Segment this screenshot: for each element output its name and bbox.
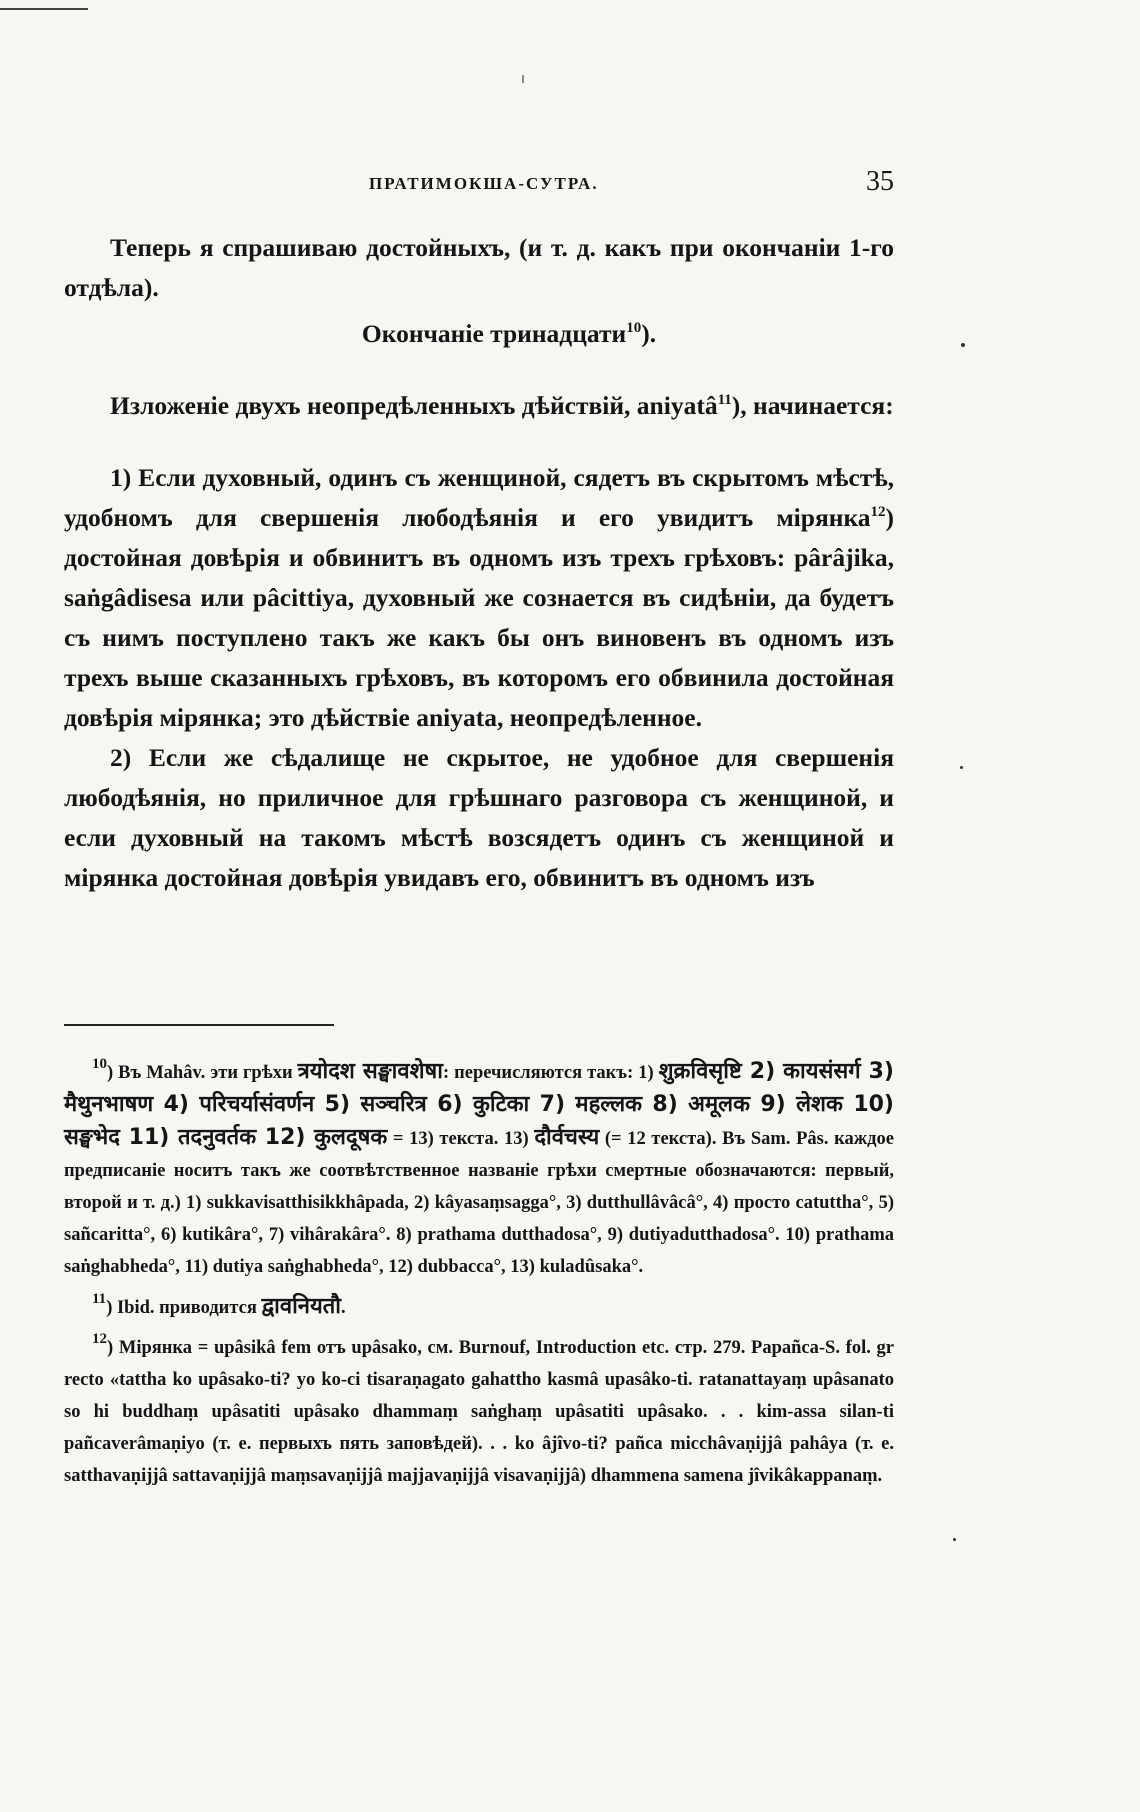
footnote-ref-12: 12 xyxy=(870,504,886,520)
footnote-10: $^{10}$) Въ Mahâv. эти грѣхи त्रयोदश सङ्घावशेषा: перечисляются такъ: 1) शुक्रविसृष्टि 2) कायसंसर्ग 3) मैथुनभाषण 4) परिचर्यासंवर्णन 5) सञ्चरित्र 6) कुटिका 7) महल्लक 8) अमूलक 9) लेशक 10) सङ्घभेद 11) तदनुवर्तक 12) कुलदूषक = 13) текста. 13) दौर्वचस्य (= 12 текста). Въ Sam. Pâs. каждое предписаніе носитъ такъ же соотвѣтственное названіе грѣхи смертные обозначаются: первый, второй и т. д.) 1) sukkavisatthisikkhâpada, 2) kâyasaṃsagga°, 3) dutthullâvâcâ°, 4) просто catuttha°, 5) sañcaritta°, 6) kutikâra°, 7) vihârakâra°. 8) prathama dutthadosa°, 9) dutiyadutthadosa°. 10) prathama saṅghabheda°, 11) dutiya saṅghabheda°, 12) dubbacca°, 13) kuladûsaka°. xyxy=(64,1056,895,1277)
scan-speck xyxy=(961,343,965,347)
footnote-mark-12: 12 xyxy=(92,1331,107,1347)
footnote-11: $^{11}$) Ibid. приводится द्वावनियतौ. xyxy=(92,1291,346,1319)
footnote-12: $^{12}$) Мірянка = upâsikâ fem отъ upâsako, см. Burnouf, Introduction etc. стр. 279. Papañca-S. fol. gr recto «tattha ko upâsako-ti? yo ko-ci tisaraṇagato gahattho kasmâ upasâko-ti. ratanattayaṃ upâsanato so hi buddhaṃ upâsatiti upâsako dhammaṃ saṅghaṃ upâsatiti upâsako. . . kim-assa silan-ti pañcaverâmaṇiyo (т. е. первыхъ пять заповѣдей). . . ko âjîvo-ti? pañca micchâvaṇijjâ pahâya (т. е. satthavaṇijjâ sattavaṇijjâ maṃsavaṇijjâ majjavaṇijjâ visavaṇijjâ) dhammena samena jîvikâkappanaṃ. xyxy=(64,1331,894,1486)
aniyata-intro-tail: ), начинается: xyxy=(731,391,894,420)
paragraph-aniyata-intro xyxy=(64,386,894,426)
running-head xyxy=(64,168,894,204)
paragraph-question: Теперь я спрашиваю достойныхъ, (и т. д. какъ при окончаніи 1-го отдѣла). xyxy=(64,233,894,302)
footnote-ref-10: 10 xyxy=(626,320,642,336)
paragraph-rule-1 xyxy=(64,458,894,738)
footnote-separator xyxy=(64,1024,334,1026)
paragraph-rule-2: 2) Если же сѣдалище не скрытое, не удобное для свершенія любодѣянія, но приличное для грѣшнаго разговора съ женщиной, и если духовный на такомъ мѣстѣ возсядетъ одинъ съ женщиной и мірянка достойная довѣрія увидавъ его, обвинитъ въ одномъ изъ xyxy=(64,743,894,892)
devanagari-text: त्रयोदश सङ्घावशेषा xyxy=(297,1059,443,1084)
scan-speck xyxy=(953,1538,956,1541)
ending-tail: ). xyxy=(641,319,657,348)
running-title: ПРАТИМОКША-СУТРА. xyxy=(369,174,599,193)
page-number: 35 xyxy=(866,166,894,197)
devanagari-list: शुक्रविसृष्टि 2) कायसंसर्ग 3) मैथुनभाषण 4) परिचर्यासंवर्णन 5) सञ्चरित्र 6) कुटिका 7) महल्लक 8) अमूलक 9) लेशक 10) सङ्घभेद 11) तदनुवर्तक 12) कुलदूषक xyxy=(64,1059,894,1150)
scan-speck xyxy=(960,766,963,769)
ending-text: Окончаніе тринадцати xyxy=(361,319,627,348)
devanagari-text: दौर्वचस्य xyxy=(534,1125,600,1150)
rule-1-tail: ) достойная довѣрія и обвинитъ въ одномъ изъ трехъ грѣховъ: pârâjika, saṅgâdisesa или pâcittiya, духовный же сознается въ сидѣніи, да будетъ съ нимъ поступлено такъ же какъ бы онъ виновенъ въ одномъ изъ трехъ выше сказанныхъ грѣховъ, въ которомъ его обвинила достойная довѣрія мірянка; это дѣйствіе aniyata, неопредѣленное. xyxy=(64,503,894,732)
body-text xyxy=(64,228,894,898)
devanagari-text: द्वावनियतौ xyxy=(261,1294,342,1319)
footnote-mark-11: 11 xyxy=(92,1291,107,1307)
footnotes xyxy=(64,1056,894,1492)
footnote-ref-11: 11 xyxy=(717,392,732,408)
section-ending-heading xyxy=(64,314,894,354)
aniyata-intro-text: Изложеніе двухъ неопредѣленныхъ дѣйствій, aniyatâ xyxy=(110,391,718,420)
book-page xyxy=(64,0,894,1812)
footnote-mark-10: 10 xyxy=(92,1056,107,1072)
rule-1-text: 1) Если духовный, одинъ съ женщиной, сядетъ въ скрытомъ мѣстѣ, удобномъ для свершенія любодѣянія и его увидитъ мірянка xyxy=(64,463,894,532)
